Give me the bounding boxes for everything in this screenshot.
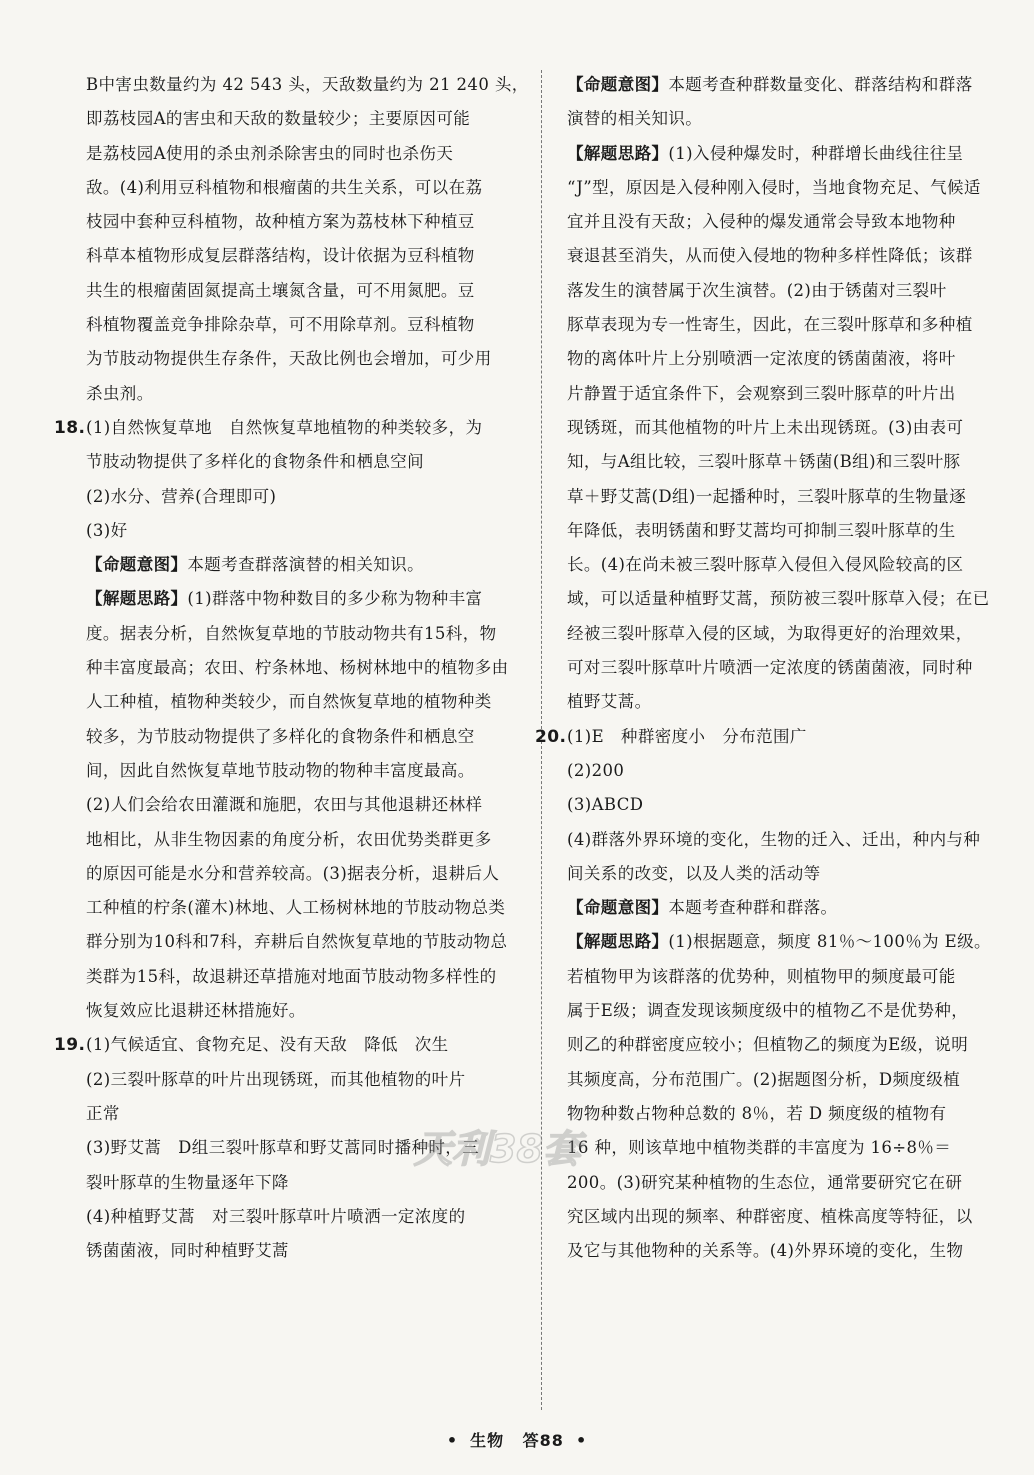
line-text: 科植物覆盖竞争排除杂草，可不用除草剂。豆科植物 [86, 315, 475, 335]
text-line [567, 171, 992, 205]
text-line [567, 1131, 992, 1165]
line-text: 本题考查种群和群落。 [668, 898, 838, 918]
text-line [86, 137, 518, 171]
line-text: 200。(3)研究某种植物的生态位，通常要研究它在研 [567, 1172, 963, 1192]
line-text: 为节肢动物提供生存条件，天敌比例也会增加，可少用 [86, 349, 492, 369]
text-line [86, 171, 518, 205]
line-text: 植野艾蒿。 [567, 692, 652, 712]
line-text: 长。(4)在尚未被三裂叶豚草入侵但入侵风险较高的区 [567, 555, 964, 575]
text-line [567, 823, 992, 857]
text-line [567, 274, 992, 308]
text-line [86, 1234, 518, 1268]
text-line [567, 857, 992, 891]
section-tag: 【命题意图】 [567, 898, 669, 918]
text-line [86, 308, 518, 342]
line-text: 域，可以适量种植野艾蒿，预防被三裂叶豚草入侵；在已 [567, 589, 990, 609]
text-line [567, 548, 992, 582]
text-line [86, 548, 518, 582]
line-text: 敌。(4)利用豆科植物和根瘤菌的共生关系，可以在荔 [86, 177, 483, 197]
text-line [86, 857, 518, 891]
line-text: 恢复效应比退耕还林措施好。 [86, 1001, 306, 1021]
text-line [86, 274, 518, 308]
question-number: 20. [535, 726, 567, 747]
text-line [86, 1097, 518, 1131]
line-text: 则乙的种群密度应较小；但植物乙的频度为E级，说明 [567, 1035, 969, 1055]
line-text: 属于E级；调查发现该频度级中的植物乙不是优势种， [567, 1001, 969, 1021]
text-line [86, 754, 518, 788]
text-line [86, 651, 518, 685]
line-text: (3)野艾蒿 D组三裂叶豚草和野艾蒿同时播种时，三 [86, 1138, 480, 1158]
line-text: 物物种数占物种总数的 8％，若 D 频度级的植物有 [567, 1103, 947, 1123]
line-text: 经被三裂叶豚草入侵的区域，为取得更好的治理效果， [567, 623, 973, 643]
text-line [86, 342, 518, 376]
line-text: 演替的相关知识。 [567, 109, 703, 129]
text-line [567, 994, 992, 1028]
line-text: (2)水分、营养(合理即可) [86, 486, 277, 506]
text-line [86, 239, 518, 273]
text-line [567, 514, 992, 548]
line-text: 豚草表现为专一性寄生，因此，在三裂叶豚草和多种植 [567, 315, 973, 335]
line-text: 若植物甲为该群落的优势种，则植物甲的频度最可能 [567, 966, 956, 986]
text-line [86, 514, 518, 548]
line-text: (1)自然恢复草地 自然恢复草地植物的种类较多，为 [86, 417, 483, 437]
line-text: 其频度高，分布范围广。(2)据题图分析，D频度级植 [567, 1069, 961, 1089]
page-footer [0, 1428, 1034, 1451]
line-text: 正常 [86, 1103, 120, 1123]
text-line [567, 308, 992, 342]
text-line [567, 754, 992, 788]
line-text: 种丰富度最高；农田、柠条林地、杨树林地中的植物多由 [86, 658, 509, 678]
right-column [535, 68, 992, 1268]
text-line [567, 137, 992, 171]
left-column [54, 68, 529, 1268]
footer-dot-left: • [446, 1431, 459, 1450]
line-text: (3)ABCD [567, 795, 644, 815]
text-line [567, 685, 992, 719]
line-text: 16 种，则该草地中植物类群的丰富度为 16÷8％＝ [567, 1138, 952, 1158]
text-line [567, 891, 992, 925]
text-line [86, 205, 518, 239]
line-text: 工种植的柠条(灌木)林地、人工杨树林地的节肢动物总类 [86, 898, 506, 918]
footer-subject: 生物 [470, 1431, 505, 1450]
text-line [86, 480, 518, 514]
question-number: 19. [54, 1035, 86, 1056]
text-line [567, 1063, 992, 1097]
text-line [567, 1200, 992, 1234]
line-text: (1)入侵种爆发时，种群增长曲线往往呈 [668, 143, 964, 163]
text-line [567, 342, 992, 376]
section-tag: 【命题意图】 [86, 555, 188, 575]
text-line [535, 720, 992, 754]
line-text: B中害虫数量约为 42 543 头，天敌数量约为 21 240 头， [86, 75, 529, 94]
text-line [567, 205, 992, 239]
line-text: 地相比，从非生物因素的角度分析，农田优势类群更多 [86, 829, 492, 849]
line-text: 群分别为10科和7科，弃耕后自然恢复草地的节肢动物总 [86, 932, 508, 952]
section-tag: 【解题思路】 [86, 589, 188, 609]
line-text: (4)种植野艾蒿 对三裂叶豚草叶片喷洒一定浓度的 [86, 1206, 466, 1226]
line-text: 宜并且没有天敌；入侵种的爆发通常会导致本地物种 [567, 212, 956, 232]
line-text: 现锈斑，而其他植物的叶片上未出现锈斑。(3)由表可 [567, 417, 964, 437]
text-line [567, 1234, 992, 1268]
text-line [86, 960, 518, 994]
footer-page-number: 答88 [522, 1431, 564, 1450]
line-text: 落发生的演替属于次生演替。(2)由于锈菌对三裂叶 [567, 280, 947, 300]
text-line [86, 685, 518, 719]
text-line [86, 582, 518, 616]
section-tag: 【解题思路】 [567, 932, 669, 952]
line-text: 及它与其他物种的关系等。(4)外界环境的变化，生物 [567, 1241, 964, 1261]
text-line [86, 1166, 518, 1200]
text-line [567, 239, 992, 273]
line-text: (2)人们会给农田灌溉和施肥，农田与其他退耕还林样 [86, 795, 483, 815]
text-line [86, 1200, 518, 1234]
line-text: 类群为15科，故退耕还草措施对地面节肢动物多样性的 [86, 966, 497, 986]
text-line [567, 1028, 992, 1062]
line-text: 物的离体叶片上分别喷洒一定浓度的锈菌菌液，将叶 [567, 349, 956, 369]
line-text: (1)气候适宜、食物充足、没有天敌 降低 次生 [86, 1035, 449, 1055]
line-text: (1)根据题意，频度 81％～100％为 E级。 [668, 932, 991, 952]
text-line [567, 102, 992, 136]
text-line [86, 377, 518, 411]
text-line [567, 788, 992, 822]
line-text: 即荔枝园A的害虫和天敌的数量较少；主要原因可能 [86, 109, 471, 129]
line-text: 杀虫剂。 [86, 383, 154, 403]
line-text: 草＋野艾蒿(D组)一起播种时，三裂叶豚草的生物量逐 [567, 486, 967, 506]
line-text: (1)E 种群密度小 分布范围广 [567, 726, 807, 746]
text-line [86, 720, 518, 754]
line-text: 知，与A组比较，三裂叶豚草＋锈菌(B组)和三裂叶豚 [567, 452, 961, 472]
text-line [86, 617, 518, 651]
line-text: 间关系的改变，以及人类的活动等 [567, 863, 821, 883]
text-line [567, 582, 992, 616]
watermark-text: 天利38套 [414, 1127, 581, 1171]
line-text: 共生的根瘤菌固氮提高土壤氮含量，可不用氮肥。豆 [86, 280, 475, 300]
line-text: (3)好 [86, 520, 128, 540]
text-line [567, 445, 992, 479]
line-text: 锈菌菌液，同时种植野艾蒿 [86, 1241, 289, 1261]
text-line [86, 445, 518, 479]
text-line [86, 102, 518, 136]
line-text: (1)群落中物种数目的多少称为物种丰富 [187, 589, 483, 609]
line-text: (2)三裂叶豚草的叶片出现锈斑，而其他植物的叶片 [86, 1069, 466, 1089]
text-line [567, 925, 992, 959]
line-text: 是荔枝园A使用的杀虫剂杀除害虫的同时也杀伤天 [86, 143, 454, 163]
text-line [567, 68, 992, 102]
text-line [86, 994, 518, 1028]
text-line [54, 1028, 518, 1062]
section-tag: 【命题意图】 [567, 75, 669, 94]
line-text: 节肢动物提供了多样化的食物条件和栖息空间 [86, 452, 424, 472]
line-text: “J”型，原因是入侵种刚入侵时，当地食物充足、气候适 [567, 177, 981, 197]
text-line [567, 1097, 992, 1131]
line-text: 片静置于适宜条件下，会观察到三裂叶豚草的叶片出 [567, 383, 956, 403]
text-line [567, 480, 992, 514]
text-line [567, 377, 992, 411]
line-text: 人工种植，植物种类较少，而自然恢复草地的植物种类 [86, 692, 492, 712]
line-text: 究区域内出现的频率、种群密度、植株高度等特征，以 [567, 1206, 973, 1226]
line-text: 本题考查群落演替的相关知识。 [187, 555, 425, 575]
line-text: 裂叶豚草的生物量逐年下降 [86, 1172, 289, 1192]
line-text: 年降低，表明锈菌和野艾蒿均可抑制三裂叶豚草的生 [567, 520, 956, 540]
text-line [86, 891, 518, 925]
text-line [567, 411, 992, 445]
question-number: 18. [54, 417, 86, 438]
line-text: 衰退甚至消失，从而使入侵地的物种多样性降低；该群 [567, 246, 973, 266]
text-line [86, 68, 529, 102]
line-text: 可对三裂叶豚草叶片喷洒一定浓度的锈菌菌液，同时种 [567, 658, 973, 678]
text-line [86, 823, 518, 857]
text-line [86, 1131, 518, 1165]
line-text: 较多，为节肢动物提供了多样化的食物条件和栖息空 [86, 726, 475, 746]
line-text: 枝园中套种豆科植物，故种植方案为荔枝林下种植豆 [86, 212, 475, 232]
line-text: 本题考查种群数量变化、群落结构和群落 [668, 75, 973, 94]
section-tag: 【解题思路】 [567, 143, 669, 163]
line-text: (2)200 [567, 760, 625, 780]
line-text: 科草本植物形成复层群落结构，设计依据为豆科植物 [86, 246, 475, 266]
text-line [86, 1063, 518, 1097]
text-line [86, 925, 518, 959]
line-text: 度。据表分析，自然恢复草地的节肢动物共有15科，物 [86, 623, 497, 643]
text-line [567, 1166, 992, 1200]
text-line [54, 411, 518, 445]
line-text: 间，因此自然恢复草地节肢动物的物种丰富度最高。 [86, 760, 475, 780]
text-line [86, 788, 518, 822]
text-line [567, 960, 992, 994]
text-line [567, 617, 992, 651]
line-text: (4)群落外界环境的变化，生物的迁入、迁出，种内与种 [567, 829, 981, 849]
text-line [567, 651, 992, 685]
line-text: 的原因可能是水分和营养较高。(3)据表分析，退耕后人 [86, 863, 500, 883]
footer-dot-right: • [575, 1431, 588, 1450]
